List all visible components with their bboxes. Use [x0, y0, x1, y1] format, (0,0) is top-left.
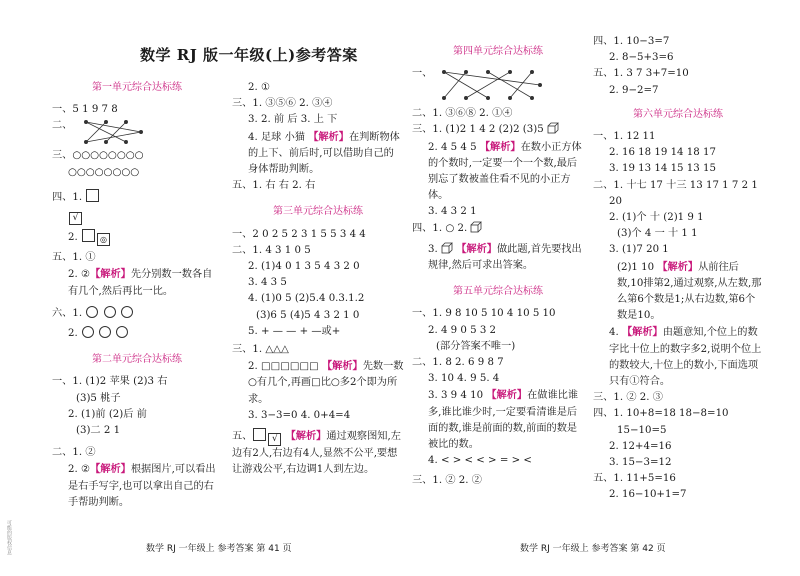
- answer-line: (3)6 5 (4)5 4 3 2 1 0: [256, 309, 360, 321]
- answer-label: 五、: [232, 431, 253, 443]
- answer-line: 五、1. 右 右 2. 右: [232, 180, 316, 192]
- answer-line: [52, 461, 222, 511]
- analysis-text: 通过观察图知,左边有2人,右边有4人,显然不公平,要想让游戏公平,右边调1人到左边。: [232, 431, 401, 476]
- column-4: [593, 34, 763, 504]
- circle-shape: [121, 306, 133, 318]
- answer-line: [52, 189, 222, 206]
- answer-line: [52, 306, 222, 322]
- answer-text: 四、1. ○ 2.: [412, 222, 468, 234]
- analysis-text: 先分别数一数各自有几个,然后再比一比。: [68, 269, 213, 297]
- answer-line: [52, 326, 222, 342]
- answer-line: 2. 8−5+3=6: [609, 52, 674, 64]
- answer-line: 4. (1)0 5 (2)5.4 0.3.1.2: [248, 293, 365, 305]
- answer-line: 二、1. 4 3 1 0 5: [232, 244, 311, 256]
- answer-text: 2. □□□□□□: [248, 361, 322, 373]
- answer-line: [52, 208, 222, 225]
- answer-line: 二、1. ②: [52, 447, 96, 459]
- cube-icon: [547, 122, 559, 134]
- answer-line: [412, 66, 584, 106]
- answer-line: [232, 342, 404, 358]
- answer-line: [412, 122, 584, 138]
- answer-line: (3)5 桃子: [76, 392, 121, 404]
- analysis-tag: 【解析】: [456, 242, 497, 255]
- answer-line: (3)个 4 一 十 1 1: [617, 228, 698, 240]
- analysis-text: 先数一数○有几个,再画□比○多2个即为所求。: [248, 361, 404, 405]
- answer-label: 六、1.: [52, 307, 83, 319]
- analysis-text: 在判断物体的上下、前后时,可以借助自己的身体帮助判断。: [248, 131, 400, 176]
- answer-line: 四、1. 10+8=18 18−8=10: [593, 408, 729, 420]
- answer-line: [412, 241, 584, 274]
- analysis-text: 由题意知,个位上的数字比十位上的数字多2,说明个位上的数较大,十位上的数小,下面选项只有①符合。: [609, 327, 762, 388]
- answer-line: 三、1. ② 2. ②: [412, 475, 482, 487]
- answer-line: [52, 266, 222, 299]
- triangle-shapes: △△△: [265, 344, 289, 356]
- analysis-tag: 【解析】: [621, 326, 663, 339]
- answer-line: [232, 358, 404, 408]
- cube-icon: [470, 221, 482, 233]
- cube-icon: [441, 242, 453, 254]
- answer-label: 2.: [68, 232, 78, 244]
- answer-line: 3. 2. 前 后 3. 上 下: [248, 114, 338, 126]
- section-heading-unit5: 第五单元综合达标练: [453, 286, 543, 298]
- answer-line: 3. 4 3 5: [248, 277, 287, 289]
- analysis-tag: 【解析】: [479, 140, 521, 153]
- answer-line: 3. 3−3=0 4. 0+4=4: [248, 409, 351, 421]
- answer-line: [593, 324, 763, 390]
- answer-label: 3.: [428, 243, 441, 255]
- answer-line: 2. 12+4=16: [609, 440, 672, 452]
- answer-line: 一、1. (1)2 苹果 (2)3 右: [52, 376, 168, 388]
- answer-line: 3. 19 13 14 15 13 15: [609, 163, 716, 175]
- answer-label: 2.: [68, 328, 78, 340]
- analysis-tag: 【解析】: [308, 130, 349, 143]
- circle-shape: [116, 326, 128, 338]
- answer-line: 三、1. ③⑤⑥ 2. ③④: [232, 98, 333, 110]
- answer-line: 三、○○○○○○○○: [52, 150, 144, 162]
- answer-line: [232, 324, 404, 340]
- section-heading-unit2: 第二单元综合达标练: [92, 354, 182, 366]
- analysis-tag: 【解析】: [90, 463, 131, 476]
- analysis-tag: 【解析】: [90, 268, 131, 281]
- answer-label: 二、: [52, 120, 73, 132]
- section-heading-unit4: 第四单元综合达标练: [453, 46, 543, 57]
- answer-line: 一、2 0 2 5 2 3 1 5 5 3 4 4: [232, 228, 366, 240]
- answer-box: [253, 428, 266, 441]
- check-box: √: [69, 212, 82, 225]
- matching-lines-diagram: [76, 118, 146, 146]
- answer-line: 二、1. ③⑥⑧ 2. ①④: [412, 108, 513, 120]
- answer-line: ○○○○○○○○: [68, 166, 140, 178]
- matching-lines-diagram: [436, 66, 546, 104]
- section-heading-unit3: 第三单元综合达标练: [273, 206, 363, 218]
- answer-label: 一、: [412, 68, 433, 80]
- analysis-tag: 【解析】: [486, 389, 528, 402]
- answer-label: 四、1.: [52, 191, 83, 203]
- answer-label: 三、1.: [232, 344, 266, 356]
- answer-text: 2. ②: [68, 464, 91, 476]
- answer-line: 一、1. 9 8 10 5 10 4 10 5 10: [412, 308, 556, 320]
- answer-line: 2. (1)4 0 1 3 5 4 3 2 0: [248, 261, 360, 273]
- answer-line: [593, 259, 763, 325]
- answer-text: 2. ②: [68, 269, 91, 281]
- answer-text: 5. + — — + —或+: [248, 325, 341, 337]
- analysis-tag: 【解析】: [657, 260, 699, 273]
- analysis-text: 根据图片,可以看出是右手写字,也可以拿出自己的右手帮助判断。: [68, 464, 216, 508]
- answer-text: (2)1 10: [617, 261, 658, 273]
- answer-line: 四、1. 10−3=7: [593, 36, 670, 47]
- analysis-text: 从前往后数,10排第2,通过观察,从左数,那么第6个数是1;从右边数,第6个数是10。: [617, 261, 762, 322]
- side-note: 可能的版权信息: [6, 520, 12, 555]
- answer-line: 2. 4 9 0 5 3 2: [428, 324, 497, 336]
- column-3: [412, 40, 584, 490]
- answer-line: 15−10=5: [617, 424, 667, 436]
- analysis-text: 做此题,首先要找出规律,然后可求出答案。: [428, 243, 582, 272]
- page-title: 数学 RJ 版一年级(上)参考答案: [140, 46, 358, 64]
- check-box: √: [268, 433, 281, 446]
- analysis-tag: 【解析】: [285, 430, 327, 443]
- answer-line: (部分答案不唯一): [436, 340, 516, 352]
- answer-line: (3)二 2 1: [76, 425, 121, 437]
- circle-shape: [82, 326, 94, 338]
- answer-line: 五、1. 3 7 3+7=10: [593, 68, 689, 80]
- circle-shape: [99, 326, 111, 338]
- answer-box-dot: ◎: [97, 233, 110, 246]
- answer-line: [52, 118, 222, 148]
- answer-line: 3. 4 3 2 1: [428, 206, 477, 218]
- answer-line: [412, 387, 584, 453]
- answer-text: 4. 足球 小猫: [248, 131, 309, 143]
- answer-line: 4. < > < < > = > <: [428, 455, 532, 467]
- analysis-text: 在做谁比谁多,谁比谁少时,一定要看清谁是后面的数,谁是前面的数,前面的数是被比的数。: [428, 390, 579, 451]
- answer-line: 五、1. 11+5=16: [593, 473, 676, 485]
- footer-page-42: 数学 RJ 一年级上 参考答案 第 42 页: [520, 544, 666, 554]
- analysis-tag: 【解析】: [321, 360, 363, 373]
- answer-line: 一、1. 12 11: [593, 131, 656, 143]
- circle-shape: [104, 306, 116, 318]
- answer-line: 2. (1)前 (2)后 前: [68, 408, 147, 420]
- answer-text: 2. 4 5 4 5: [428, 141, 480, 153]
- answer-text: 4.: [609, 327, 622, 339]
- answer-box: [86, 189, 99, 202]
- column-1: [52, 76, 222, 511]
- section-heading-unit6: 第六单元综合达标练: [633, 108, 723, 120]
- answer-line: 2. 16−10+1=7: [609, 489, 687, 501]
- answer-box: [82, 229, 95, 242]
- answer-line: 三、1. ② 2. ③: [593, 392, 663, 404]
- answer-line: 3. (1)7 20 1: [609, 244, 669, 256]
- answer-line: 3. 10 4. 9 5. 4: [428, 373, 500, 385]
- answer-line: 2. ①: [248, 82, 271, 93]
- footer-page-41: 数学 RJ 一年级上 参考答案 第 41 页: [146, 544, 292, 554]
- answer-line: [412, 139, 584, 205]
- answer-line: 2. 9−2=7: [609, 84, 659, 96]
- answer-line: 二、1. 8 2. 6 9 8 7: [412, 357, 504, 369]
- answer-line: 2. 16 18 19 14 18 17: [609, 147, 716, 159]
- answer-line: 二、1. 十七 17 十三 13 17 1 7 2 1: [593, 179, 758, 191]
- answer-line: 2. (1)个 十 (2)1 9 1: [609, 212, 704, 224]
- answer-line: 五、1. ①: [52, 252, 96, 264]
- analysis-text: 在数小正方体的个数时,一定要一个一个数,最后别忘了数被盖住看不见的小正方体。: [428, 141, 582, 202]
- answer-line: [232, 428, 404, 478]
- answer-line: 一、5 1 9 7 8: [52, 104, 118, 116]
- answer-line: [412, 221, 584, 237]
- answer-text: 3. 3 9 4 10: [428, 390, 487, 402]
- answer-line: [52, 229, 222, 246]
- answer-line: 20: [609, 195, 622, 207]
- section-heading-unit1: 第一单元综合达标练: [92, 82, 182, 93]
- answer-line: 3. 15−3=12: [609, 457, 672, 469]
- answer-line: [232, 129, 404, 179]
- column-2: [232, 80, 404, 478]
- circle-shape: [86, 306, 98, 318]
- answer-text: 三、1. (1)2 1 4 2 (2)2 (3)5: [412, 124, 544, 136]
